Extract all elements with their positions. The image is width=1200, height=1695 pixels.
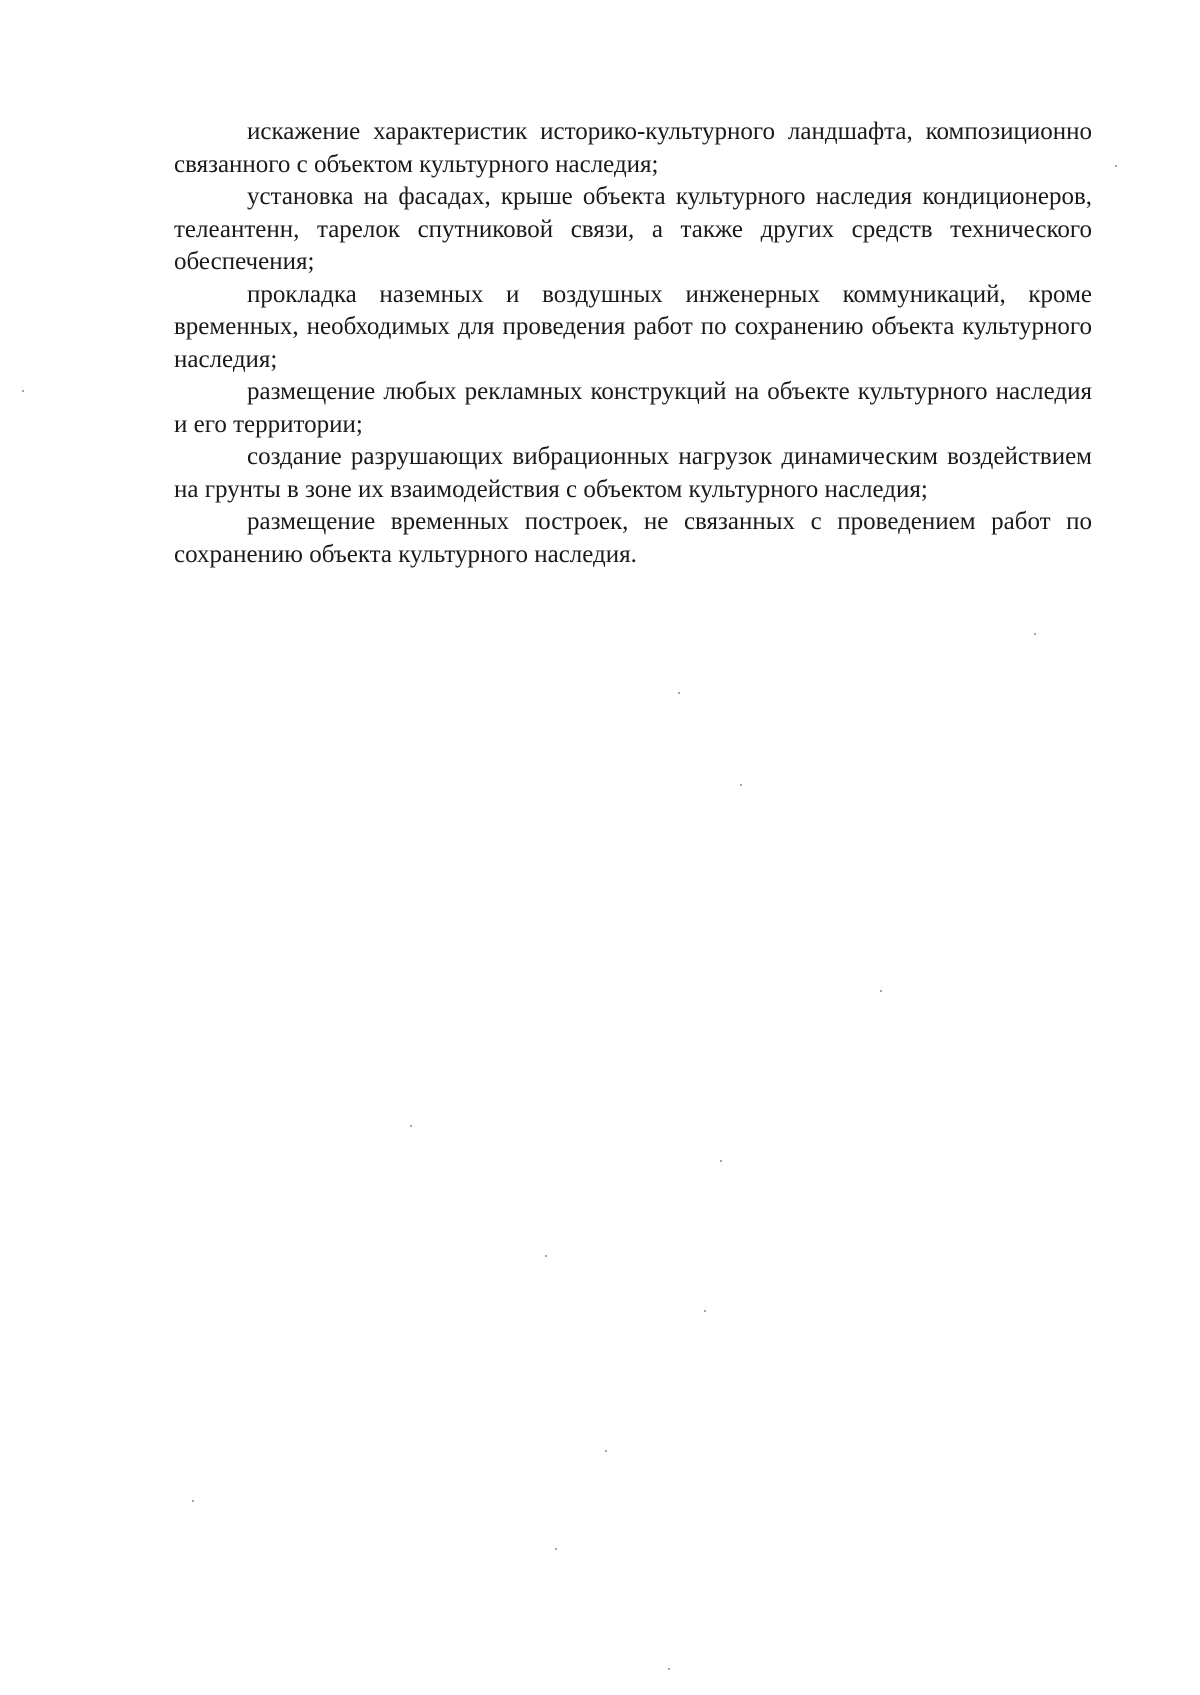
paragraph-facade-equipment: установка на фасадах, крыше объекта культурного наследия кондиционеров, телеантенн, тарелок спутниковой связи, а также других средств технического обеспечения; [174,183,1092,275]
scan-speck [22,390,24,392]
document-body [174,116,1092,571]
paragraph-temporary-buildings: размещение временных построек, не связанных с проведением работ по сохранению объекта культурного наследия. [174,508,1092,568]
scan-speck [678,692,680,694]
scan-speck [605,1450,607,1452]
scan-speck [704,1310,706,1312]
scan-speck [555,1548,557,1550]
scan-speck [1115,165,1117,167]
paragraph-communications: прокладка наземных и воздушных инженерных коммуникаций, кроме временных, необходимых для проведения работ по сохранению объекта культурного наследия; [174,280,1092,373]
scan-speck [192,1500,194,1502]
scan-speck [410,1125,412,1127]
scan-speck [740,784,742,786]
paragraph-advertising: размещение любых рекламных конструкций на объекте культурного наследия и его территории; [174,378,1092,438]
scan-speck [880,990,882,992]
paragraph-vibration: создание разрушающих вибрационных нагрузок динамическим воздействием на грунты в зоне их взаимодействия с объектом культурного наследия; [174,443,1092,503]
scan-speck [1034,633,1036,635]
scan-speck [720,1160,722,1162]
paragraph-landscape: искажение характеристик историко-культурного ландшафта, композиционно связанного с объектом культурного наследия; [174,118,1092,178]
scan-speck [545,1255,547,1257]
scan-speck [668,1668,670,1670]
